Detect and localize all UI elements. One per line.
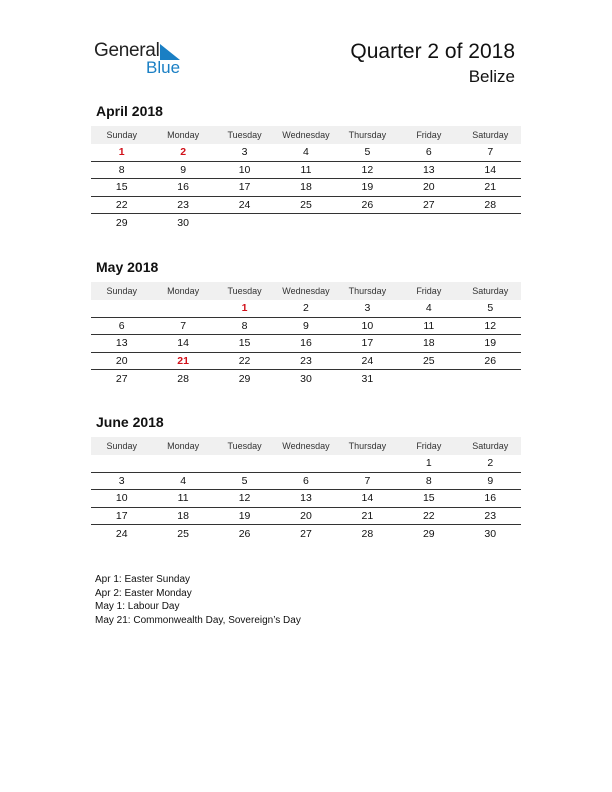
day-cell: 18 <box>422 337 435 350</box>
day-cell: 2 <box>303 302 309 315</box>
day-cell: 11 <box>177 492 189 505</box>
weekday-label: Friday <box>416 441 442 451</box>
week-row <box>91 144 521 162</box>
holiday-note: May 21: Commonwealth Day, Sovereign’s Day <box>95 615 301 627</box>
weekday-label: Tuesday <box>227 286 262 296</box>
month-title: June 2018 <box>96 414 164 430</box>
weekday-label: Sunday <box>106 130 137 140</box>
day-cell: 27 <box>422 198 435 211</box>
weekday-label: Monday <box>167 130 200 140</box>
day-cell: 30 <box>300 372 312 385</box>
day-cell: 3 <box>118 474 125 487</box>
week-row <box>91 473 521 491</box>
month-april <box>91 103 521 232</box>
day-cell: 18 <box>300 181 312 194</box>
day-cell: 5 <box>364 146 371 159</box>
weekday-label: Wednesday <box>282 441 330 451</box>
day-cell: 2 <box>180 146 187 159</box>
day-cell: 17 <box>115 509 128 522</box>
country-name: Belize <box>468 67 515 86</box>
weekday-label: Thursday <box>348 286 387 296</box>
day-cell: 19 <box>238 509 251 522</box>
holiday-notes <box>95 573 301 628</box>
day-cell: 20 <box>422 181 435 194</box>
week-row <box>91 197 521 215</box>
day-cell: 1 <box>118 146 125 159</box>
weekday-label: Saturday <box>472 286 509 296</box>
day-cell: 13 <box>300 492 312 505</box>
day-cell: 14 <box>361 492 374 505</box>
week-row <box>91 300 521 318</box>
month-title: April 2018 <box>96 103 163 119</box>
day-cell: 13 <box>115 337 128 350</box>
holiday-note: Apr 2: Easter Monday <box>95 587 192 599</box>
weekday-label: Saturday <box>472 130 509 140</box>
day-cell: 4 <box>180 474 187 487</box>
day-cell: 23 <box>300 354 312 367</box>
day-cell: 1 <box>425 457 432 470</box>
day-cell: 28 <box>484 198 497 211</box>
weekday-label: Monday <box>167 286 200 296</box>
logo-general-text: General <box>94 40 160 61</box>
day-cell: 19 <box>484 337 497 350</box>
day-cell: 9 <box>180 163 187 176</box>
day-cell: 23 <box>484 509 497 522</box>
month-title: May 2018 <box>96 259 159 275</box>
day-cell: 27 <box>115 372 128 385</box>
day-cell: 4 <box>303 146 309 159</box>
weekday-label: Sunday <box>106 286 137 296</box>
day-cell: 31 <box>361 372 374 385</box>
day-cell: 13 <box>422 163 435 176</box>
day-cell: 16 <box>484 492 497 505</box>
day-cell: 9 <box>487 474 494 487</box>
day-cell: 2 <box>487 457 494 470</box>
day-cell: 11 <box>300 163 312 176</box>
weekday-label: Tuesday <box>227 441 262 451</box>
day-cell: 17 <box>238 181 251 194</box>
weekday-header-row <box>91 282 521 300</box>
day-cell: 8 <box>241 319 248 332</box>
day-cell: 26 <box>238 527 251 540</box>
week-row <box>91 318 521 336</box>
week-row <box>91 490 521 508</box>
day-cell: 7 <box>364 474 371 487</box>
day-cell: 1 <box>241 302 248 315</box>
holiday-note: Apr 1: Easter Sunday <box>95 574 191 585</box>
week-row <box>91 455 521 473</box>
day-cell: 5 <box>241 474 248 487</box>
weekday-label: Wednesday <box>282 286 330 296</box>
day-cell: 5 <box>487 302 494 315</box>
day-cell: 19 <box>361 181 374 194</box>
day-cell: 9 <box>303 319 309 332</box>
day-cell: 7 <box>487 146 494 159</box>
week-row <box>91 335 521 353</box>
day-cell: 29 <box>422 527 435 540</box>
month-may <box>91 259 521 388</box>
weekday-label: Sunday <box>106 441 137 451</box>
weekday-header-row <box>91 126 521 144</box>
day-cell: 7 <box>180 319 187 332</box>
weekday-label: Monday <box>167 441 200 451</box>
day-cell: 30 <box>177 216 189 229</box>
week-row <box>91 214 521 232</box>
weekday-label: Tuesday <box>227 130 262 140</box>
week-row <box>91 162 521 180</box>
day-cell: 10 <box>238 163 251 176</box>
week-row <box>91 370 521 388</box>
weekday-header-row <box>91 437 521 455</box>
weekday-label: Thursday <box>348 130 387 140</box>
day-cell: 21 <box>177 354 189 367</box>
day-cell: 28 <box>361 527 374 540</box>
day-cell: 4 <box>425 302 432 315</box>
day-cell: 24 <box>238 198 251 211</box>
day-cell: 12 <box>484 319 497 332</box>
weekday-label: Saturday <box>472 441 509 451</box>
day-cell: 25 <box>422 354 435 367</box>
day-cell: 6 <box>303 474 309 487</box>
weekday-label: Wednesday <box>282 130 330 140</box>
weekday-label: Friday <box>416 286 442 296</box>
day-cell: 21 <box>361 509 374 522</box>
day-cell: 10 <box>115 492 128 505</box>
day-cell: 22 <box>115 198 128 211</box>
day-cell: 15 <box>238 337 251 350</box>
day-cell: 6 <box>118 319 125 332</box>
day-cell: 20 <box>300 509 312 522</box>
week-row <box>91 525 521 543</box>
day-cell: 26 <box>361 198 374 211</box>
day-cell: 30 <box>484 527 497 540</box>
page-title: Quarter 2 of 2018 <box>350 40 515 63</box>
day-cell: 17 <box>361 337 374 350</box>
day-cell: 10 <box>361 319 374 332</box>
day-cell: 28 <box>177 372 189 385</box>
day-cell: 12 <box>238 492 251 505</box>
day-cell: 14 <box>177 337 189 350</box>
day-cell: 15 <box>115 181 128 194</box>
weekday-label: Thursday <box>348 441 387 451</box>
day-cell: 15 <box>422 492 435 505</box>
day-cell: 16 <box>300 337 312 350</box>
logo <box>94 40 194 80</box>
weekday-label: Friday <box>416 130 442 140</box>
day-cell: 8 <box>425 474 432 487</box>
day-cell: 22 <box>238 354 251 367</box>
day-cell: 29 <box>115 216 128 229</box>
day-cell: 11 <box>423 319 435 332</box>
day-cell: 3 <box>241 146 248 159</box>
day-cell: 14 <box>484 163 497 176</box>
day-cell: 24 <box>361 354 374 367</box>
day-cell: 24 <box>115 527 128 540</box>
day-cell: 29 <box>238 372 251 385</box>
day-cell: 22 <box>422 509 435 522</box>
week-row <box>91 179 521 197</box>
day-cell: 25 <box>300 198 312 211</box>
week-row <box>91 353 521 371</box>
month-june <box>91 414 521 543</box>
day-cell: 25 <box>177 527 189 540</box>
day-cell: 18 <box>177 509 189 522</box>
week-row <box>91 508 521 526</box>
day-cell: 8 <box>118 163 125 176</box>
day-cell: 23 <box>177 198 189 211</box>
day-cell: 12 <box>361 163 374 176</box>
day-cell: 16 <box>177 181 189 194</box>
day-cell: 21 <box>484 181 497 194</box>
day-cell: 26 <box>484 354 497 367</box>
day-cell: 20 <box>115 354 128 367</box>
day-cell: 3 <box>364 302 371 315</box>
day-cell: 27 <box>300 527 312 540</box>
logo-blue-text: Blue <box>146 58 181 77</box>
day-cell: 6 <box>425 146 432 159</box>
holiday-note: May 1: Labour Day <box>95 601 180 613</box>
